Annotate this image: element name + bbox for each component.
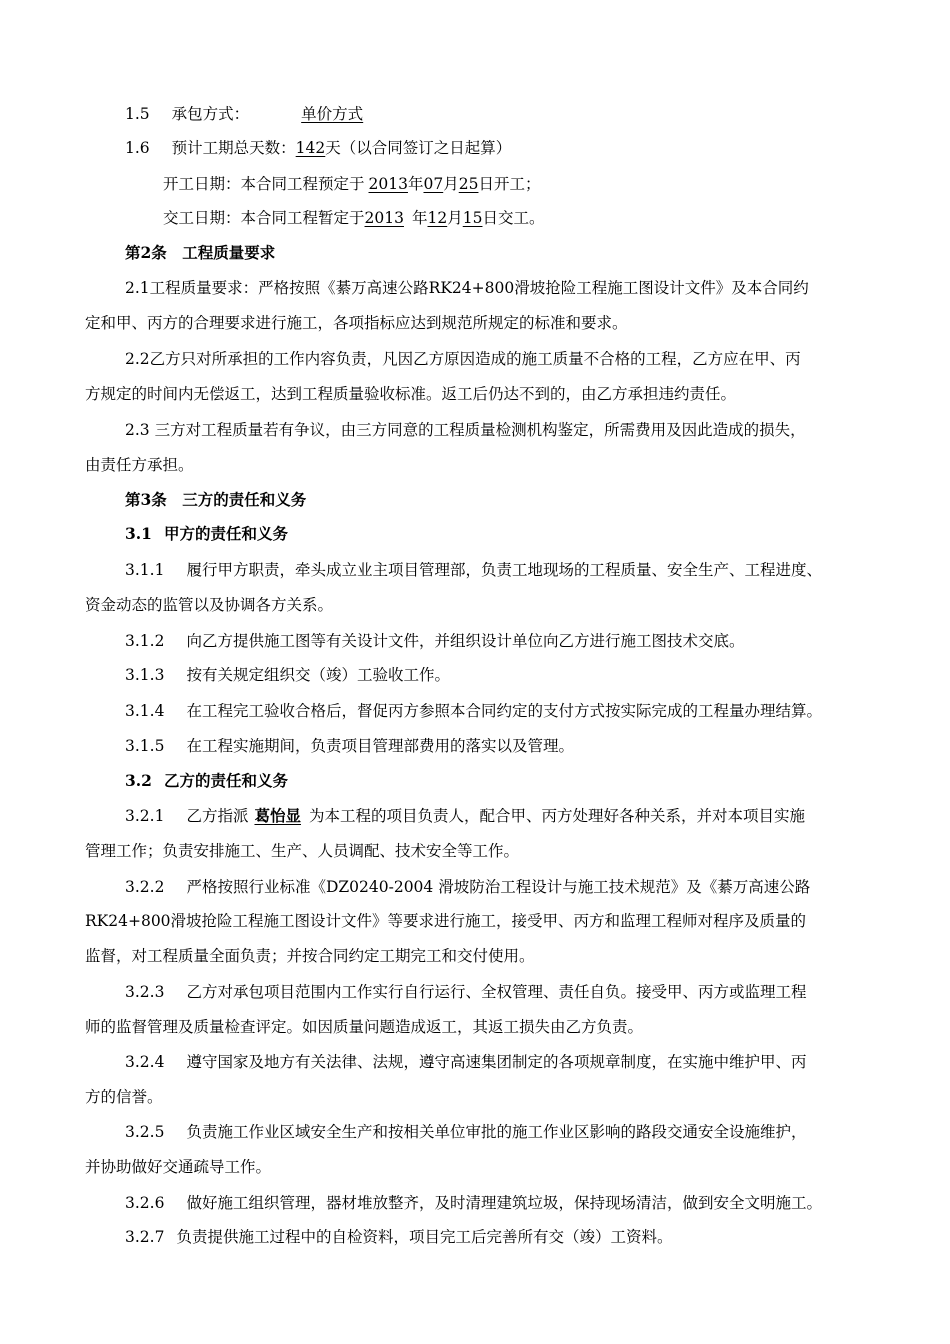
clause-label: 预计工期总天数：	[171, 139, 296, 157]
clause-1-6	[125, 138, 511, 158]
clause-3-1-1-line-1: 3.1.1 履行甲方职责，牵头成立业主项目管理部，负责工地现场的工程质量、安全生产、工程进度、	[125, 561, 822, 579]
clause-3-2-1-line-1: 3.2.1 乙方指派 葛怡显 为本工程的项目负责人，配合甲、丙方处理好各种关系，并对本项目实施	[125, 806, 805, 825]
section-3-1-heading: 3.1 甲方的责任和义务	[125, 524, 288, 543]
clause-2-1-line-1: 2.1工程质量要求：严格按照《綦万高速公路RK24+800滑坡抢险工程施工图设计文件》及本合同约	[125, 279, 809, 297]
article-3-heading: 第3条 三方的责任和义务	[125, 490, 307, 509]
clause-2-2-line-2: 方规定的时间内无偿返工，达到工程质量验收标准。返工后仍达不到的，由乙方承担违约责任。	[85, 385, 737, 403]
clause-3-2-3-line-2: 师的监督管理及质量检查评定。如因质量问题造成返工，其返工损失由乙方负责。	[85, 1018, 644, 1036]
start-month: 07	[423, 175, 444, 193]
clause-2-2-line-1: 2.2乙方只对所承担的工作内容负责，凡因乙方原因造成的施工质量不合格的工程，乙方应在甲、丙	[125, 350, 801, 368]
clause-number: 1.6	[125, 139, 150, 157]
clause-3-2-2-line-2: RK24+800滑坡抢险工程施工图设计文件》等要求进行施工，接受甲、丙方和监理工程师对程序及质量的	[85, 912, 807, 930]
article-2-heading: 第2条 工程质量要求	[125, 243, 276, 262]
clause-3-2-5-line-2: 并协助做好交通疏导工作。	[85, 1158, 272, 1176]
clause-label: 承包方式：	[171, 105, 250, 123]
clause-3-2-4-line-1: 3.2.4 遵守国家及地方有关法律、法规，遵守高速集团制定的各项规章制度，在实施中维护甲、丙	[125, 1053, 807, 1071]
start-year: 2013	[368, 175, 408, 193]
clause-3-1-3: 3.1.3 按有关规定组织交（竣）工验收工作。	[125, 666, 450, 684]
clause-3-2-6: 3.2.6 做好施工组织管理，器材堆放整齐，及时清理建筑垃圾，保持现场清洁，做到安全文明施工。	[125, 1194, 822, 1212]
clause-3-1-2: 3.1.2 向乙方提供施工图等有关设计文件，并组织设计单位向乙方进行施工图技术交底。	[125, 632, 745, 650]
clause-3-1-5: 3.1.5 在工程实施期间，负责项目管理部费用的落实以及管理。	[125, 737, 574, 755]
end-day: 15	[462, 209, 483, 227]
clause-3-2-3-line-1: 3.2.3 乙方对承包项目范围内工作实行自行运行、全权管理、责任自负。接受甲、丙方或监理工程	[125, 983, 807, 1001]
clause-2-1-line-2: 定和甲、丙方的合理要求进行施工，各项指标应达到规范所规定的标准和要求。	[85, 314, 628, 332]
total-days-value: 142	[295, 139, 326, 157]
clause-3-1-1-line-2: 资金动态的监管以及协调各方关系。	[85, 596, 334, 614]
clause-2-3-line-1: 2.3 三方对工程质量若有争议，由三方同意的工程质量检测机构鉴定，所需费用及因此造成的损失，	[125, 421, 806, 439]
project-manager-name: 葛怡显	[254, 806, 301, 825]
clause-tail: 天（以合同签订之日起算）	[325, 139, 512, 157]
end-month: 12	[427, 209, 448, 227]
clause-3-2-2-line-3: 监督，对工程质量全面负责；并按合同约定工期完工和交付使用。	[85, 947, 535, 965]
section-3-2-heading: 3.2 乙方的责任和义务	[125, 771, 288, 790]
clause-3-2-7: 3.2.7 负责提供施工过程中的自检资料，项目完工后完善所有交（竣）工资料。	[125, 1228, 673, 1246]
start-day: 25	[458, 175, 479, 193]
start-date-line: 开工日期：本合同工程预定于 2013年07月25日开工；	[163, 175, 541, 193]
clause-3-2-4-line-2: 方的信誉。	[85, 1088, 163, 1106]
end-date-line: 交工日期：本合同工程暂定于2013 年12月15日交工。	[163, 209, 545, 227]
clause-1-5	[125, 104, 433, 124]
clause-number: 1.5	[125, 105, 150, 123]
contract-method-value: 单价方式	[301, 105, 364, 123]
clause-2-3-line-2: 由责任方承担。	[85, 456, 194, 474]
clause-3-1-4: 3.1.4 在工程完工验收合格后，督促丙方参照本合同约定的支付方式按实际完成的工程量办理结算。	[125, 702, 822, 720]
clause-3-2-1-line-2: 管理工作；负责安排施工、生产、人员调配、技术安全等工作。	[85, 842, 520, 860]
clause-3-2-2-line-1: 3.2.2 严格按照行业标准《DZ0240-2004 滑坡防治工程设计与施工技术规范》及《綦万高速公路	[125, 878, 811, 896]
end-year: 2013	[364, 209, 404, 227]
clause-3-2-5-line-1: 3.2.5 负责施工作业区域安全生产和按相关单位审批的施工作业区影响的路段交通安全设施维护，	[125, 1123, 807, 1141]
